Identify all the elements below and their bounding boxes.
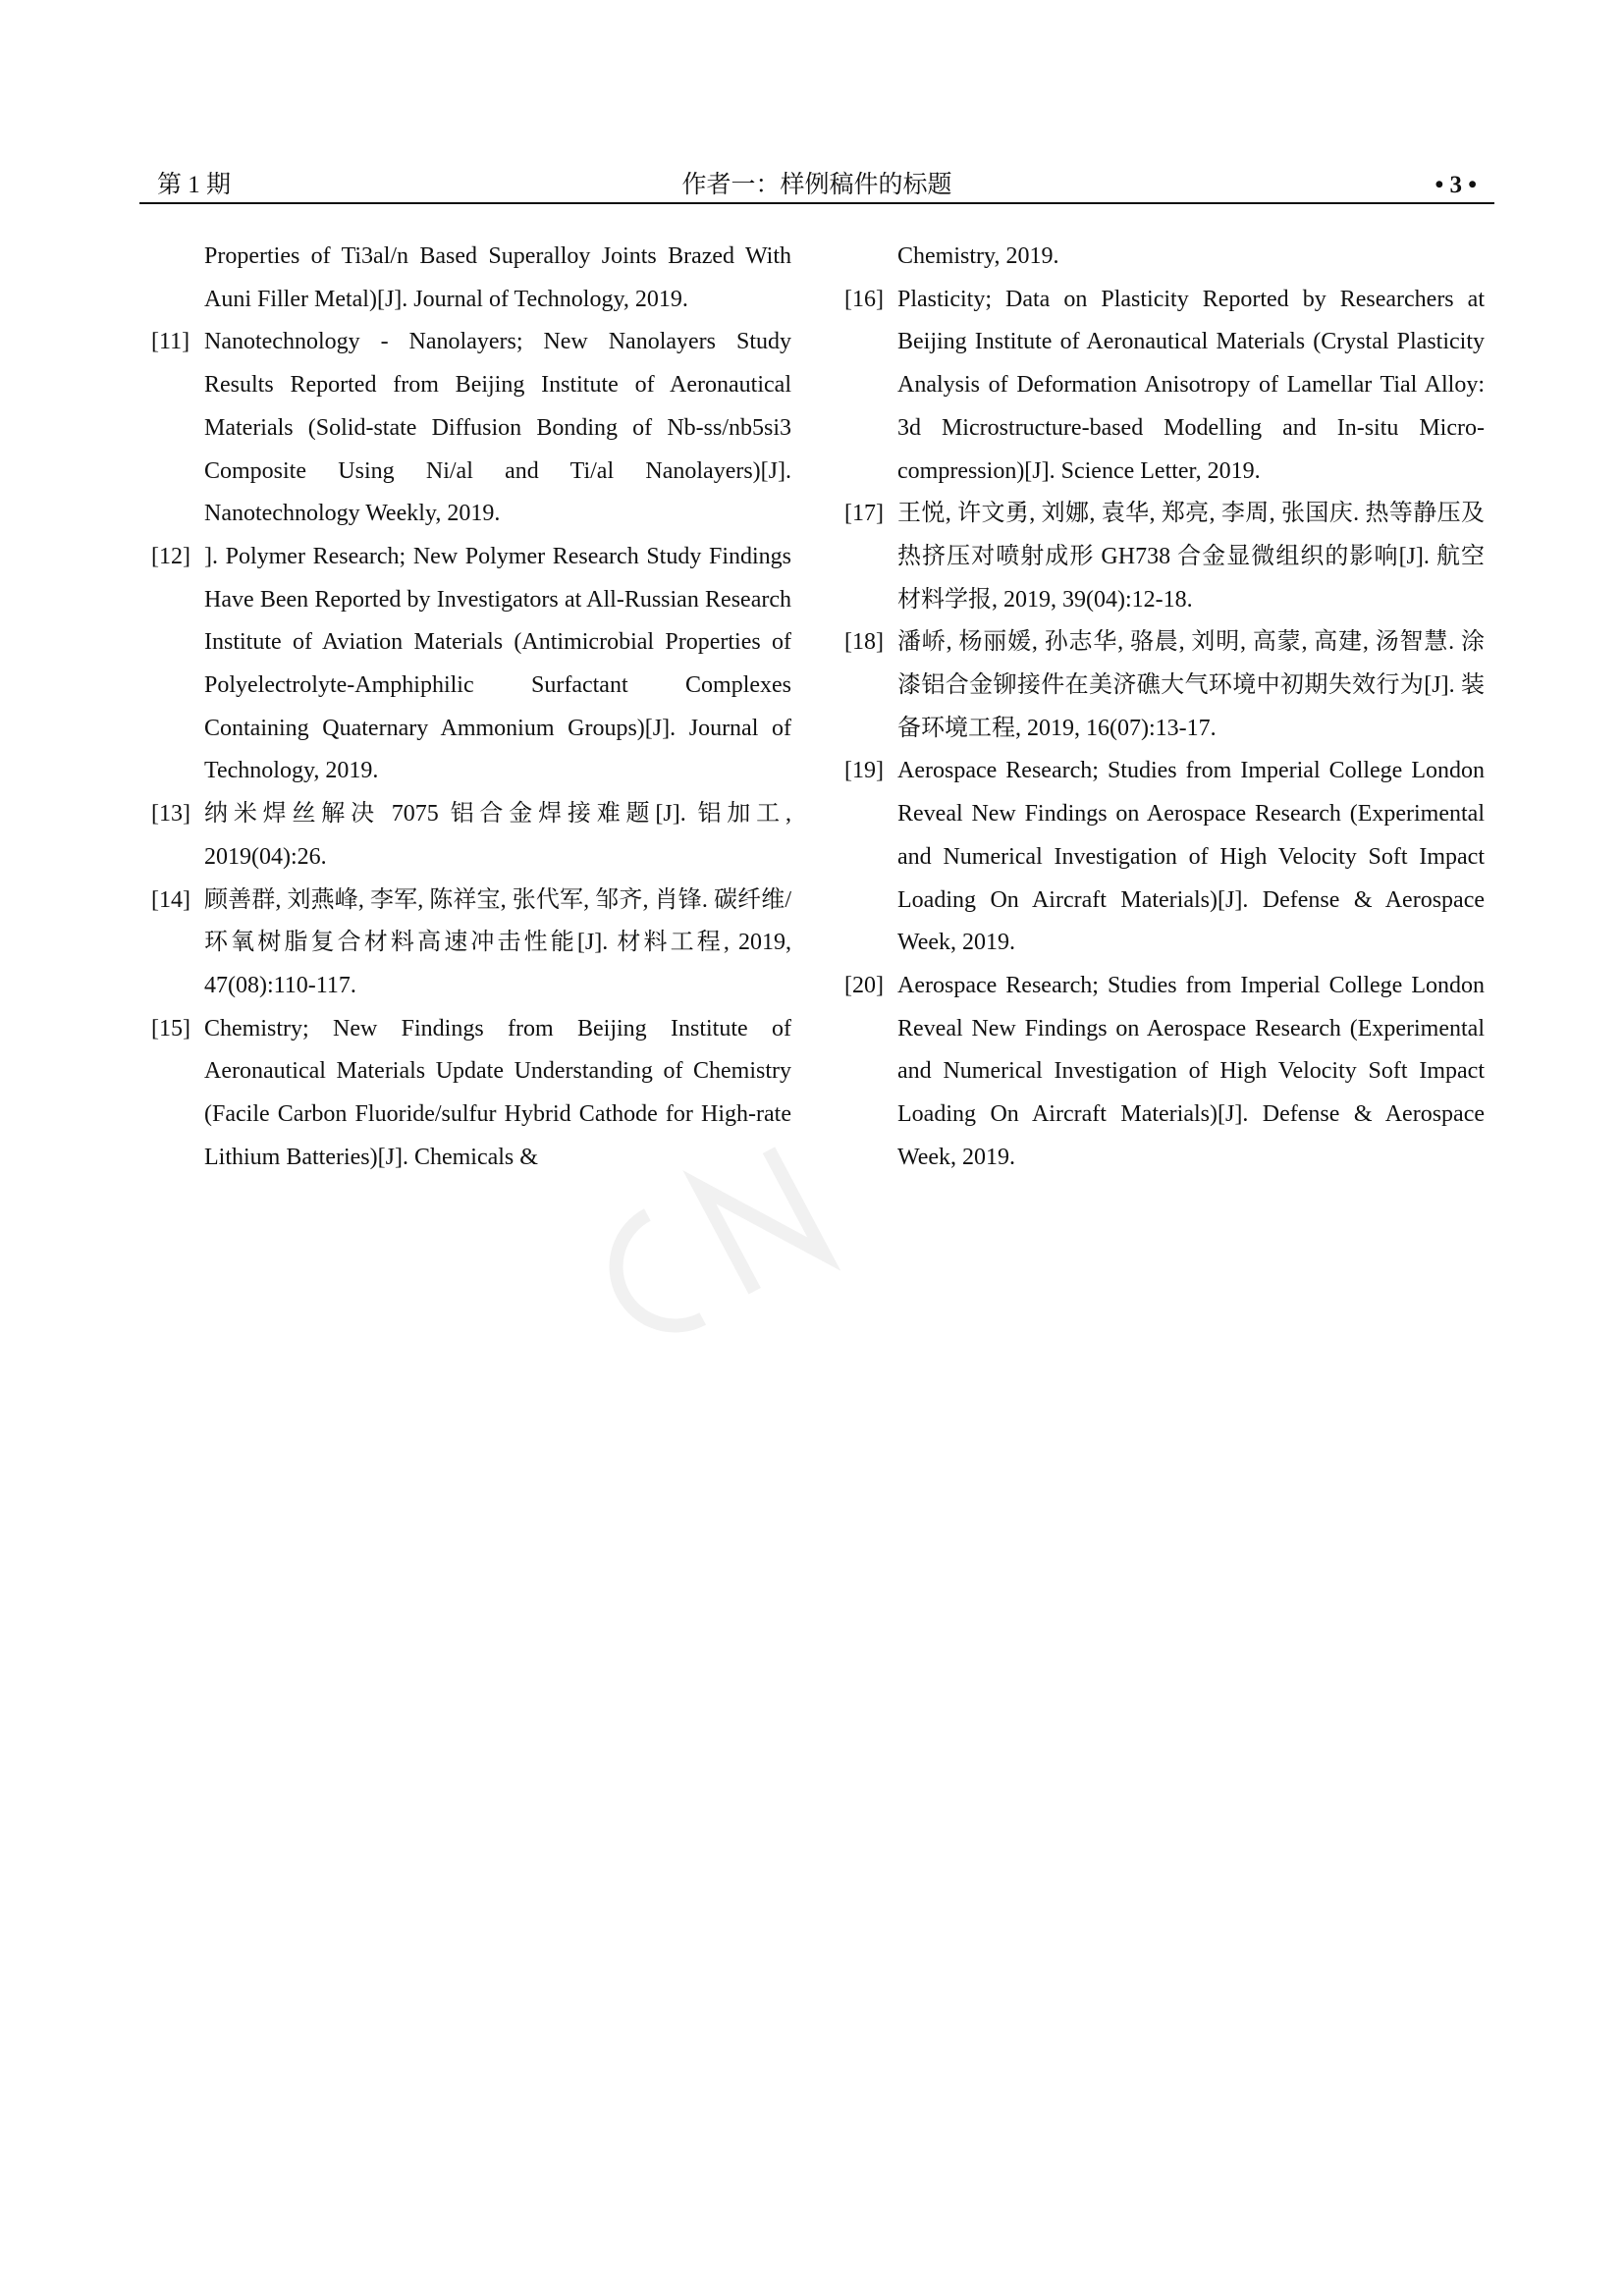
reference-number: [13] (151, 801, 190, 828)
reference-item (151, 321, 791, 536)
page-number: • 3 • (1435, 172, 1477, 198)
running-header (139, 169, 1494, 202)
reference-item (844, 279, 1485, 494)
reference-text: 纳米焊丝解决 7075 铝合金焊接难题[J]. 铝加工, 2019(04):26. (204, 801, 791, 870)
issue-label: 第 1 期 (157, 172, 232, 198)
reference-item (844, 621, 1485, 750)
reference-item (844, 750, 1485, 965)
article-title: 作者一：样例稿件的标题 (681, 172, 952, 198)
reference-text: 顾善群, 刘燕峰, 李军, 陈祥宝, 张代军, 邹齐, 肖锋. 碳纤维/环氧树脂复合材料高速冲击性能[J]. 材料工程, 2019, 47(08):110-117. (204, 886, 791, 998)
reference-item (151, 880, 791, 1008)
reference-text: ]. Polymer Research; New Polymer Research Study Findings Have Been Reported by Investigators at All-Russian Research Institute of Aviation Materials (Antimicrobial Properties of Polyelectrolyte-Amphiphilic Surfactant Complexes Containing Quaternary Ammonium Groups)[J]. Journal of Technology, 2019. (204, 543, 791, 784)
reference-number: [12] (151, 543, 190, 569)
reference-text: 潘峤, 杨丽媛, 孙志华, 骆晨, 刘明, 高蒙, 高建, 汤智慧. 涂漆铝合金铆接件在美济礁大气环境中初期失效行为[J]. 装备环境工程, 2019, 16(07):13-17. (897, 629, 1485, 741)
reference-item (844, 965, 1485, 1180)
reference-number: [11] (151, 329, 190, 355)
reference-text: Plasticity; Data on Plasticity Reported by Researchers at Beijing Institute of Aeronautical Materials (Crystal Plasticity Analysis of Deformation Anisotropy of Lamellar Tial Alloy: 3d Microstructure-based Modelling and In-situ Micro-compression)[J]. Science Letter, 2019. (897, 286, 1485, 484)
reference-item (151, 1008, 791, 1180)
reference-number: [18] (844, 629, 884, 656)
reference-continuation: Chemistry, 2019. (897, 243, 1059, 269)
reference-item (844, 493, 1485, 621)
reference-continuation: Properties of Ti3al/n Based Superalloy Joints Brazed With Auni Filler Metal)[J]. Journal of Technology, 2019. (204, 243, 791, 312)
reference-number: [20] (844, 972, 884, 998)
reference-text: Nanotechnology - Nanolayers; New Nanolayers Study Results Reported from Beijing Institute of Aeronautical Materials (Solid-state Diffusion Bonding of Nb-ss/nb5si3 Composite Using Ni/al and Ti/al Nanolayers)[J]. Nanotechnology Weekly, 2019. (204, 329, 791, 527)
reference-text: Aerospace Research; Studies from Imperial College London Reveal New Findings on Aerospace Research (Experimental and Numerical Investigation of High Velocity Soft Impact Loading On Aircraft Materials)[J]. Defense & Aerospace Week, 2019. (897, 758, 1485, 956)
reference-number: [19] (844, 758, 884, 784)
reference-number: [14] (151, 886, 190, 913)
reference-text: Aerospace Research; Studies from Imperial College London Reveal New Findings on Aerospace Research (Experimental and Numerical Investigation of High Velocity Soft Impact Loading On Aircraft Materials)[J]. Defense & Aerospace Week, 2019. (897, 972, 1485, 1170)
references-left-column (151, 236, 791, 1179)
reference-item (151, 793, 791, 879)
reference-text: 王悦, 许文勇, 刘娜, 袁华, 郑亮, 李周, 张国庆. 热等静压及热挤压对喷射成形 GH738 合金显微组织的影响[J]. 航空材料学报, 2019, 39(04):12-18. (897, 501, 1485, 613)
reference-number: [16] (844, 286, 884, 312)
reference-item (151, 536, 791, 793)
reference-number: [17] (844, 501, 884, 527)
reference-number: [15] (151, 1015, 190, 1041)
header-rule (139, 202, 1494, 204)
references-right-column (844, 236, 1485, 1179)
reference-text: Chemistry; New Findings from Beijing Institute of Aeronautical Materials Update Understanding of Chemistry (Facile Carbon Fluoride/sulfur Hybrid Cathode for High-rate Lithium Batteries)[J]. Chemicals & (204, 1015, 791, 1170)
